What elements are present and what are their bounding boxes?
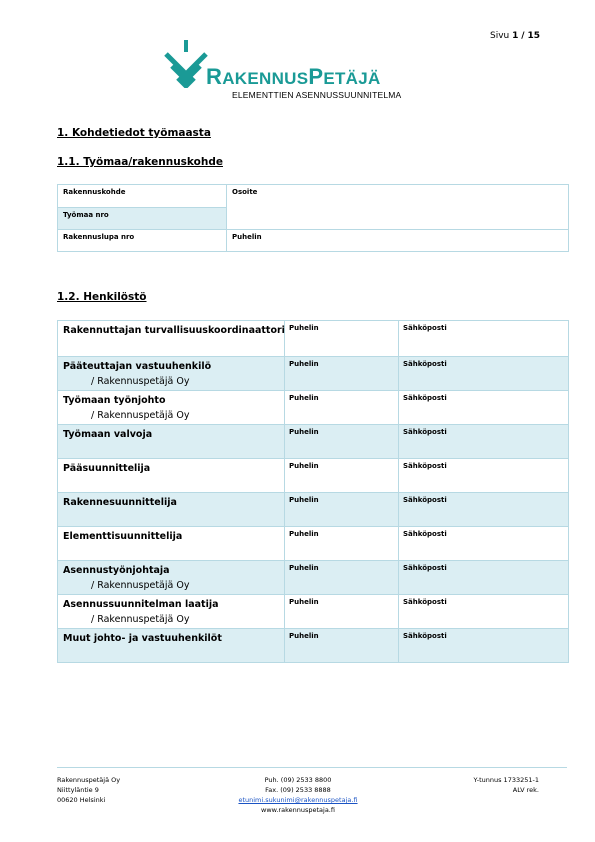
section-heading-1-2: 1.2. Henkilöstö [57, 291, 147, 303]
role-name: Pääsuunnittelija [63, 463, 151, 474]
column-divider [398, 391, 399, 424]
role-company: / Rakennuspetäjä Oy [91, 614, 190, 625]
label-osoite: Osoite [232, 188, 258, 196]
table-row [58, 424, 568, 458]
table-row [58, 390, 568, 424]
email-label: Sähköposti [403, 530, 447, 538]
tree-logo-icon [164, 40, 208, 88]
cell-rakennuskohde [58, 185, 226, 207]
footer-fax: Fax. (09) 2533 8888 [265, 786, 331, 794]
phone-label: Puhelin [289, 496, 319, 504]
phone-label: Puhelin [289, 598, 319, 606]
role-company: / Rakennuspetäjä Oy [91, 376, 190, 387]
role-name: Asennustyönjohtaja [63, 565, 170, 576]
page-separator: / [521, 31, 525, 41]
footer-vat: ALV rek. [512, 786, 539, 794]
phone-label: Puhelin [289, 428, 319, 436]
role-company: / Rakennuspetäjä Oy [91, 410, 190, 421]
company-logo [160, 40, 440, 106]
column-divider [284, 561, 285, 594]
footer-business-id: Y-tunnus 1733251-1 [473, 776, 539, 784]
column-divider [284, 425, 285, 458]
footer-email-link[interactable]: etunimi.sukunimi@rakennuspetaja.fi [238, 796, 358, 804]
table-row [58, 560, 568, 594]
phone-label: Puhelin [289, 530, 319, 538]
column-divider [398, 459, 399, 492]
cell-rakennuslupa [58, 230, 226, 251]
table-row [58, 594, 568, 628]
email-label: Sähköposti [403, 428, 447, 436]
email-label: Sähköposti [403, 564, 447, 572]
footer-address [57, 775, 120, 805]
page-number [490, 31, 540, 41]
phone-label: Puhelin [289, 462, 319, 470]
footer-company: Rakennuspetäjä Oy [57, 776, 121, 784]
column-divider [398, 561, 399, 594]
column-divider [284, 459, 285, 492]
column-divider [398, 357, 399, 390]
cell-puhelin [226, 230, 568, 251]
section-heading-1: 1. Kohdetiedot työmaasta [57, 127, 211, 139]
email-label: Sähköposti [403, 394, 447, 402]
table-row [58, 356, 568, 390]
personnel-table [57, 320, 569, 663]
email-label: Sähköposti [403, 598, 447, 606]
column-divider [398, 321, 399, 356]
phone-label: Puhelin [289, 324, 319, 332]
role-company: / Rakennuspetäjä Oy [91, 580, 190, 591]
column-divider [398, 595, 399, 628]
cell-tyomaa-nro [58, 207, 226, 230]
table-row [58, 526, 568, 560]
footer-web: www.rakennuspetaja.fi [261, 806, 335, 814]
brand-name: RAKENNUSPETÄJÄ [206, 64, 381, 89]
role-name: Työmaan työnjohto [63, 395, 166, 406]
column-divider [284, 357, 285, 390]
page-current: 1 [512, 31, 519, 41]
phone-label: Puhelin [289, 394, 319, 402]
column-divider [398, 425, 399, 458]
column-divider [284, 493, 285, 526]
phone-label: Puhelin [289, 632, 319, 640]
footer-registration [440, 775, 539, 795]
column-divider [284, 391, 285, 424]
page-total: 15 [527, 31, 540, 41]
section-heading-1-1: 1.1. Työmaa/rakennuskohde [57, 156, 223, 168]
page-label: Sivu [490, 31, 510, 41]
column-divider [398, 527, 399, 560]
role-name: Pääteuttajan vastuuhenkilö [63, 361, 212, 372]
phone-label: Puhelin [289, 360, 319, 368]
email-label: Sähköposti [403, 462, 447, 470]
column-divider [398, 629, 399, 662]
table-row [58, 628, 568, 662]
role-name: Asennussuunnitelman laatija [63, 599, 219, 610]
column-divider [284, 629, 285, 662]
email-label: Sähköposti [403, 360, 447, 368]
email-label: Sähköposti [403, 496, 447, 504]
footer-street: Niittyläntie 9 [57, 786, 99, 794]
label-rakennuslupa-nro: Rakennuslupa nro [63, 233, 135, 241]
footer-phone: Puh. (09) 2533 8800 [264, 776, 332, 784]
document-subtitle: ELEMENTTIEN ASENNUSSUUNNITELMA [232, 90, 402, 100]
role-name: Työmaan valvoja [63, 429, 153, 440]
label-tyomaa-nro: Työmaa nro [63, 211, 109, 219]
email-label: Sähköposti [403, 324, 447, 332]
label-puhelin: Puhelin [232, 233, 262, 241]
role-name: Elementtisuunnittelija [63, 531, 183, 542]
footer-divider [57, 767, 567, 768]
table-row [58, 458, 568, 492]
cell-osoite [226, 185, 568, 230]
footer-postal: 00620 Helsinki [57, 796, 106, 804]
table-row [58, 492, 568, 526]
column-divider [284, 595, 285, 628]
role-name: Rakennuttajan turvallisuuskoordinaattori [63, 325, 285, 336]
phone-label: Puhelin [289, 564, 319, 572]
label-rakennuskohde: Rakennuskohde [63, 188, 126, 196]
column-divider [398, 493, 399, 526]
role-name: Rakennesuunnittelija [63, 497, 177, 508]
table-row [58, 321, 568, 356]
column-divider [284, 527, 285, 560]
role-name: Muut johto- ja vastuuhenkilöt [63, 633, 222, 644]
site-info-table [57, 184, 569, 252]
footer-contact [200, 775, 396, 815]
email-label: Sähköposti [403, 632, 447, 640]
